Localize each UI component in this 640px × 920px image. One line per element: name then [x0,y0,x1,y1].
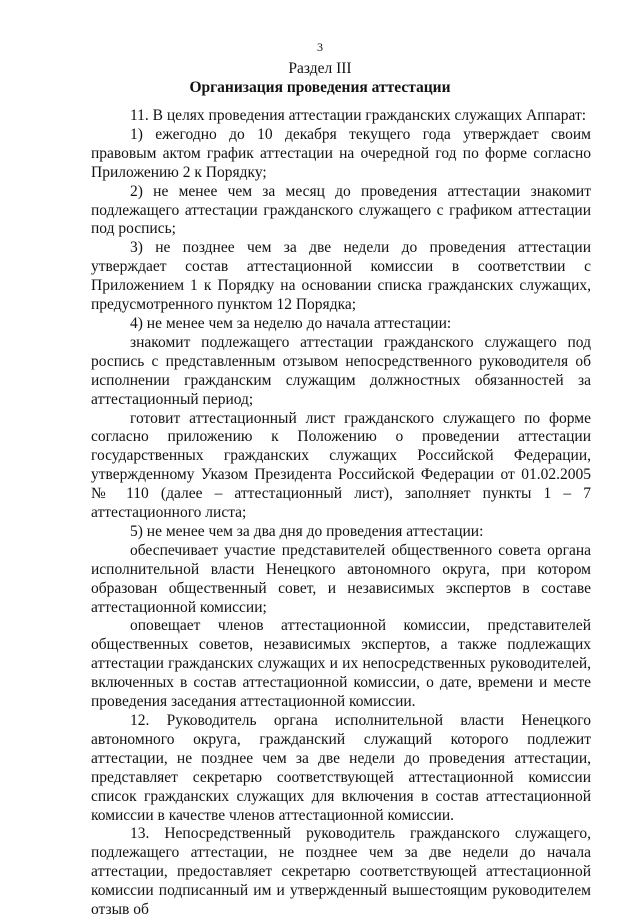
paragraph-11: 11. В целях проведения аттестации гражданских служащих Аппарат: [130,107,587,124]
paragraph-11-item-3: 3) не позднее чем за две недели до проведения аттестации утверждает состав аттестационной комиссии в соответствии с Приложением 1 к Порядку на основании списка гражданских служащих, предусмотренного пунктом 12 Порядка; [91,239,591,314]
paragraph-11-item-4-clause-2: готовит аттестационный лист гражданского служащего по форме согласно приложению к Положению о проведении аттестации государственных гражданских служащих Российской Федерации, утвержденному Указом Президента Российской Федерации от 01.02.2005 № 110 (далее – аттестационный лист), заполняет пункты 1 – 7 аттестационного листа; [91,409,591,522]
paragraph-12: 12. Руководитель органа исполнительной власти Ненецкого автономного округа, гражданский служащий которого подлежит аттестации, не позднее чем за две недели до проведения аттестации, представляет секретарю соответствующей аттестационной комиссии список гражданских служащих для включения в состав аттестационной комиссии в качестве членов аттестационной комиссии. [91,712,591,824]
paragraph-11-item-5-clause-1: обеспечивает участие представителей общественного совета органа исполнительной власти Ненецкого автономного округа, при котором образован общественный совет, и независимых экспертов в составе аттестационной комиссии; [91,541,591,616]
paragraph-11-item-5-clause-2: оповещает членов аттестационной комиссии, представителей общественных советов, независимых экспертов, а также подлежащих аттестации гражданских служащих и их непосредственных руководителей, включенных в состав аттестационной комиссии, о дате, времени и месте проведения заседания аттестационной комиссии. [91,617,591,711]
paragraph-13: 13. Непосредственный руководитель гражданского служащего, подлежащего аттестации, не позднее чем за две недели до начала аттестации, предоставляет секретарю соответствующей аттестационной комиссии подписанный им и утвержденный вышестоящим руководителем отзыв об [91,825,591,919]
paragraph-11-item-5: 5) не менее чем за два дня до проведения аттестации: [130,522,484,540]
paragraph-11-item-4: 4) не менее чем за неделю до начала аттестации: [130,314,452,332]
document-body [91,107,591,920]
page-number: 3 [317,40,323,54]
section-title: Организация проведения аттестации [189,79,451,96]
paragraph-11-item-2: 2) не менее чем за месяц до проведения аттестации знакомит подлежащего аттестации гражданского служащего с графиком аттестации под роспись; [91,182,591,238]
section-label: Раздел III [288,60,352,77]
paragraph-11-item-4-clause-1: знакомит подлежащего аттестации гражданского служащего под роспись с представленным отзывом непосредственного руководителя об исполнении гражданским служащим должностных обязанностей за аттестационный период; [91,333,591,408]
paragraph-11-item-1: 1) ежегодно до 10 декабря текущего года утверждает своим правовым актом график аттестации на очередной год по форме согласно Приложению 2 к Порядку; [91,125,591,181]
